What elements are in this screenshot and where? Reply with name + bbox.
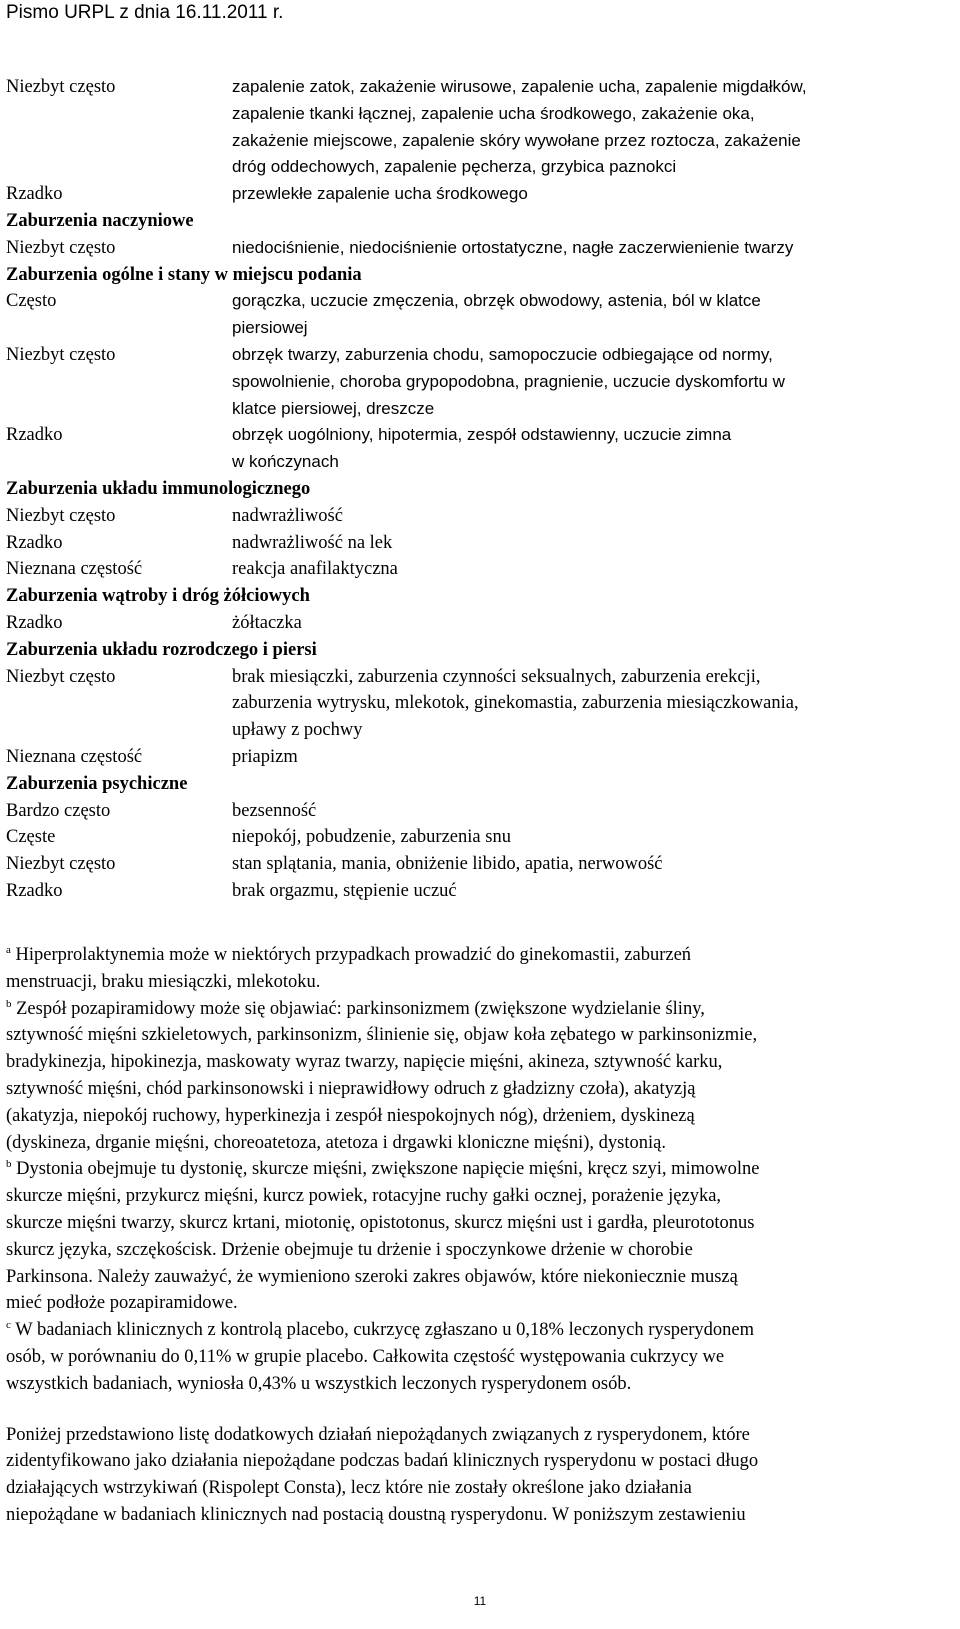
frequency-label: Nieznana częstość — [6, 559, 143, 580]
frequency-row — [6, 878, 956, 905]
effects-text — [232, 74, 956, 181]
frequency-row — [6, 556, 956, 583]
frequency-row — [6, 851, 956, 878]
frequency-row — [6, 422, 956, 476]
footnote-line — [6, 1076, 954, 1103]
effects-text — [232, 744, 956, 771]
footnote-text: sztywność mięśni, chód parkinsonowski i nieprawidłowy odruch z gładzizny czoła), akatyzją — [6, 1078, 696, 1099]
frequency-row — [6, 181, 956, 208]
effects-text — [232, 288, 956, 342]
footnote-mark: b — [6, 997, 12, 1010]
effects-text — [232, 664, 956, 744]
footnotes-section — [6, 942, 954, 1529]
frequency-label: Często — [6, 291, 57, 312]
effects-text — [232, 851, 956, 878]
effects-line: zapalenie tkanki łącznej, zapalenie ucha środkowego, zakażenie oka, — [232, 103, 755, 123]
effects-line: obrzęk uogólniony, hipotermia, zespół odstawienny, uczucie zimna — [232, 425, 732, 445]
effects-line: żółtaczka — [232, 612, 302, 633]
frequency-row — [6, 288, 956, 342]
frequency-row — [6, 530, 956, 557]
footnote-line — [6, 1344, 954, 1371]
effects-text — [232, 824, 956, 851]
effects-text — [232, 878, 956, 905]
frequency-label: Bardzo często — [6, 800, 111, 821]
effects-line: zapalenie zatok, zakażenie wirusowe, zapalenie ucha, zapalenie migdałków, — [232, 77, 807, 96]
footnote-text: (dyskineza, drganie mięśni, choreoatetoza, atetoza i drgawki kloniczne mięśni), dystonią. — [6, 1132, 666, 1153]
frequency-row — [6, 74, 956, 181]
frequency-label: Niezbyt często — [6, 237, 116, 258]
footnote-text: bradykinezja, hipokinezja, maskowaty wyraz twarzy, napięcie mięśni, akineza, sztywność karku, — [6, 1052, 723, 1073]
footnote-line — [6, 1317, 954, 1344]
effects-line: upławy z pochwy — [232, 720, 363, 741]
category-heading: Zaburzenia wątroby i dróg żółciowych — [6, 586, 310, 607]
footnote-line — [6, 1290, 954, 1317]
frequency-label: Częste — [6, 827, 56, 848]
footnote-text: skurcze mięśni twarzy, skurcz krtani, miotonię, opistotonus, skurcz mięśni ust i gardła, pleurototonus — [6, 1212, 755, 1233]
effects-text — [232, 556, 956, 583]
footnote-line — [6, 969, 954, 996]
effects-line: bezsenność — [232, 800, 317, 821]
page-header: Pismo URPL z dnia 16.11.2011 r. — [6, 2, 284, 23]
frequency-label: Niezbyt często — [6, 344, 116, 365]
body-paragraph-line: działających wstrzykiwań (Rispolept Consta), lecz które nie zostały określone jako działania — [6, 1478, 692, 1499]
frequency-label: Rzadko — [6, 532, 63, 553]
effects-line: przewlekłe zapalenie ucha środkowego — [232, 184, 528, 204]
effects-text — [232, 235, 956, 262]
footnote-line — [6, 1130, 954, 1157]
footnote-text: menstruacji, braku miesiączki, mlekotoku. — [6, 971, 321, 992]
frequency-label: Niezbyt często — [6, 77, 116, 97]
category-heading: Zaburzenia naczyniowe — [6, 210, 194, 231]
footnote-line — [6, 1183, 954, 1210]
adverse-effects-list — [6, 74, 956, 905]
footnote-text: skurcz języka, szczękościsk. Drżenie obejmuje tu drżenie i spoczynkowe drżenie w chorobie — [6, 1239, 693, 1260]
footnote-text: Zespół pozapiramidowy może się objawiać: parkinsonizmem (zwiększone wydzielanie śliny, — [16, 998, 705, 1019]
effects-line: spowolnienie, choroba grypopodobna, pragnienie, uczucie dyskomfortu w — [232, 371, 785, 391]
footnote-text: Parkinsona. Należy zauważyć, że wymieniono szeroki zakres objawów, które niekoniecznie muszą — [6, 1266, 738, 1287]
effects-line: stan splątania, mania, obniżenie libido, apatia, nerwowość — [232, 854, 663, 875]
footnote-line — [6, 996, 954, 1023]
footnote-text: Hiperprolaktynemia może w niektórych przypadkach prowadzić do ginekomastii, zaburzeń — [15, 945, 692, 965]
frequency-label: Niezbyt często — [6, 854, 116, 875]
effects-line: reakcja anafilaktyczna — [232, 559, 398, 580]
footnote-mark: b — [6, 1158, 12, 1171]
footnote-line — [6, 1264, 954, 1291]
footnote-line — [6, 942, 954, 969]
category-heading: Zaburzenia psychiczne — [6, 773, 188, 794]
frequency-row — [6, 824, 956, 851]
frequency-label: Rzadko — [6, 184, 63, 205]
footnote-line — [6, 1237, 954, 1264]
effects-text — [232, 610, 956, 637]
frequency-label: Niezbyt często — [6, 505, 116, 526]
effects-text — [232, 503, 956, 530]
effects-line: w kończynach — [232, 452, 339, 472]
effects-line: dróg oddechowych, zapalenie pęcherza, grzybica paznokci — [232, 157, 677, 177]
effects-line: niedociśnienie, niedociśnienie ortostatyczne, nagłe zaczerwienienie twarzy — [232, 237, 794, 257]
footnote-text: W badaniach klinicznych z kontrolą placebo, cukrzycę zgłaszano u 0,18% leczonych rysperydonem — [15, 1320, 755, 1341]
frequency-row — [6, 610, 956, 637]
effects-line: nadwrażliwość na lek — [232, 532, 393, 553]
footnote-mark: c — [6, 1319, 11, 1331]
footnote-line — [6, 1103, 954, 1130]
category-heading: Zaburzenia układu immunologicznego — [6, 478, 311, 499]
frequency-label: Niezbyt często — [6, 666, 116, 687]
effects-line: obrzęk twarzy, zaburzenia chodu, samopoczucie odbiegające od normy, — [232, 344, 773, 364]
footnote-line — [6, 1371, 954, 1398]
footnote-line — [6, 1210, 954, 1237]
effects-line: klatce piersiowej, dreszcze — [232, 398, 435, 418]
effects-line: zaburzenia wytrysku, mlekotok, ginekomastia, zaburzenia miesiączkowania, — [232, 693, 799, 714]
footnote-text: sztywność mięśni szkieletowych, parkinsonizm, ślinienie się, objaw koła zębatego w parkinsonizmie, — [6, 1025, 758, 1046]
footnote-line — [6, 1022, 954, 1049]
footnote-text: (akatyzja, niepokój ruchowy, hyperkinezja i zespół niespokojnych nóg), drżeniem, dyskinezą — [6, 1105, 695, 1126]
effects-line: brak miesiączki, zaburzenia czynności seksualnych, zaburzenia erekcji, — [232, 666, 761, 687]
effects-line: brak orgazmu, stępienie uczuć — [232, 880, 457, 901]
frequency-row — [6, 664, 956, 744]
frequency-row — [6, 503, 956, 530]
effects-line: gorączka, uczucie zmęczenia, obrzęk obwodowy, astenia, ból w klatce — [232, 291, 761, 311]
category-heading: Zaburzenia ogólne i stany w miejscu podania — [6, 264, 362, 285]
footnote-text: osób, w porównaniu do 0,11% w grupie placebo. Całkowita częstość występowania cukrzycy we — [6, 1346, 725, 1367]
page-number: 11 — [473, 1594, 487, 1608]
frequency-label: Rzadko — [6, 880, 63, 901]
effects-text — [232, 422, 956, 476]
effects-line: piersiowej — [232, 318, 308, 338]
body-paragraph-line: niepożądane w badaniach klinicznych nad postacią doustną rysperydonu. W poniższym zestawieniu — [6, 1504, 746, 1525]
frequency-label: Rzadko — [6, 425, 63, 446]
effects-line: niepokój, pobudzenie, zaburzenia snu — [232, 827, 511, 848]
effects-text — [232, 181, 956, 208]
effects-text — [232, 530, 956, 557]
frequency-label: Nieznana częstość — [6, 746, 143, 767]
body-paragraph-line: Poniżej przedstawiono listę dodatkowych działań niepożądanych związanych z rysperydonem, które — [6, 1424, 750, 1445]
footnote-text: mieć podłoże pozapiramidowe. — [6, 1293, 238, 1314]
body-paragraph-line: zidentyfikowano jako działania niepożądane podczas badań klinicznych rysperydonu w postaci długo — [6, 1451, 759, 1472]
frequency-row — [6, 342, 956, 422]
effects-line: nadwrażliwość — [232, 505, 343, 526]
footnote-line — [6, 1156, 954, 1183]
effects-text — [232, 798, 956, 825]
frequency-row — [6, 235, 956, 262]
footnote-line — [6, 1049, 954, 1076]
effects-line: priapizm — [232, 746, 298, 767]
footnote-mark: a — [6, 943, 11, 956]
effects-line: zakażenie miejscowe, zapalenie skóry wywołane przez roztocza, zakażenie — [232, 130, 801, 150]
footnote-text: skurcze mięśni, przykurcz mięśni, kurcz powiek, rotacyjne ruchy gałki ocznej, porażenie języka, — [6, 1186, 722, 1207]
effects-text — [232, 342, 956, 422]
footnote-text: wszystkich badaniach, wyniosła 0,43% u wszystkich leczonych rysperydonem osób. — [6, 1373, 632, 1394]
frequency-label: Rzadko — [6, 612, 63, 633]
category-heading: Zaburzenia układu rozrodczego i piersi — [6, 639, 317, 660]
footnote-text: Dystonia obejmuje tu dystonię, skurcze mięśni, zwiększone napięcie mięśni, kręcz szyi, mimowolne — [16, 1159, 760, 1180]
frequency-row — [6, 798, 956, 825]
frequency-row — [6, 744, 956, 771]
